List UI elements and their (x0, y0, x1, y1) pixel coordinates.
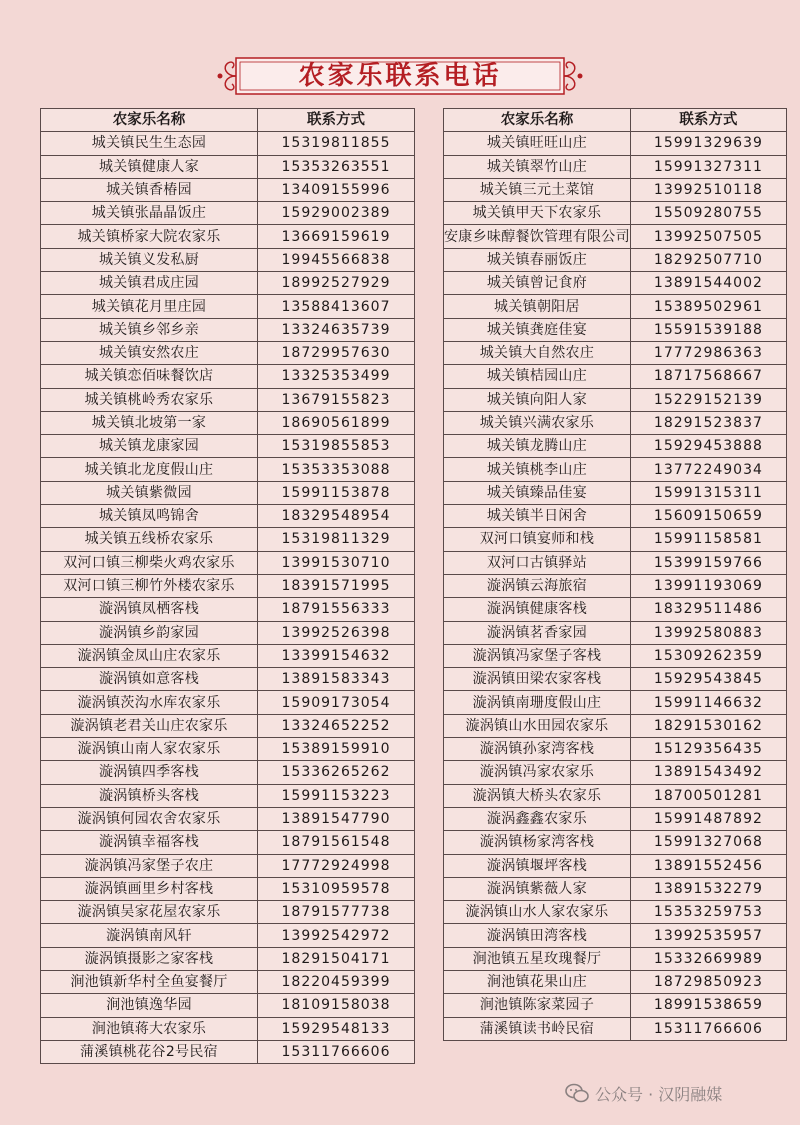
cell-phone: 15311766606 (630, 1017, 786, 1040)
cell-name: 城关镇三元土菜馆 (444, 178, 631, 201)
cell-phone: 15399159766 (630, 551, 786, 574)
cell-name: 城关镇龚庭佳宴 (444, 318, 631, 341)
cell-phone: 13992542972 (258, 924, 415, 947)
table-row (444, 574, 787, 597)
table-row (444, 155, 787, 178)
cell-phone: 15991315311 (630, 481, 786, 504)
cell-phone: 15319855853 (258, 435, 415, 458)
table-row (444, 178, 787, 201)
cell-name: 城关镇桔园山庄 (444, 365, 631, 388)
table-row (444, 341, 787, 364)
contacts-table-right (443, 108, 787, 1041)
cell-name: 城关镇桃李山庄 (444, 458, 631, 481)
cell-phone: 13891543492 (630, 761, 786, 784)
table-row (41, 877, 415, 900)
cell-name: 城关镇春丽饭庄 (444, 248, 631, 271)
cell-phone: 18291523837 (630, 411, 786, 434)
table-row (444, 854, 787, 877)
cell-name: 城关镇翠竹山庄 (444, 155, 631, 178)
cell-phone: 18291530162 (630, 714, 786, 737)
table-row (41, 831, 415, 854)
cell-name: 城关镇北龙度假山庄 (41, 458, 258, 481)
cell-phone: 15229152139 (630, 388, 786, 411)
cell-name: 蒲溪镇桃花谷2号民宿 (41, 1040, 258, 1063)
table-row (444, 784, 787, 807)
cell-name: 漩涡镇健康客栈 (444, 598, 631, 621)
cell-name: 城关镇民生生态园 (41, 132, 258, 155)
cell-phone: 13891532279 (630, 877, 786, 900)
table-row (41, 1017, 415, 1040)
cell-name: 城关镇紫微园 (41, 481, 258, 504)
cell-phone: 19945566838 (258, 248, 415, 271)
cell-phone: 13992510118 (630, 178, 786, 201)
table-row (444, 738, 787, 761)
cell-phone: 18391571995 (258, 574, 415, 597)
cell-name: 涧池镇陈家菜园子 (444, 994, 631, 1017)
cell-name: 城关镇甲天下农家乐 (444, 202, 631, 225)
cell-phone: 13991193069 (630, 574, 786, 597)
cell-name: 漩涡镇画里乡村客栈 (41, 877, 258, 900)
table-row (41, 132, 415, 155)
cell-phone: 17772986363 (630, 341, 786, 364)
cell-phone: 15336265262 (258, 761, 415, 784)
cell-name: 双河口镇三柳竹外楼农家乐 (41, 574, 258, 597)
table-row (444, 668, 787, 691)
cell-name: 涧池镇蒋大农家乐 (41, 1017, 258, 1040)
table-row (444, 598, 787, 621)
table-row (444, 994, 787, 1017)
cell-name: 城关镇君成庄园 (41, 272, 258, 295)
cell-name: 城关镇朝阳居 (444, 295, 631, 318)
cell-phone: 18729850923 (630, 970, 786, 993)
table-row (41, 341, 415, 364)
table-row (444, 272, 787, 295)
contacts-table-left (40, 108, 415, 1064)
cell-phone: 13992526398 (258, 621, 415, 644)
cell-name: 城关镇张晶晶饭庄 (41, 202, 258, 225)
table-row (41, 178, 415, 201)
table-row (444, 528, 787, 551)
cell-name: 漩涡镇山水人家农家乐 (444, 901, 631, 924)
table-row (41, 574, 415, 597)
cell-name: 城关镇臻品佳宴 (444, 481, 631, 504)
table-row (41, 994, 415, 1017)
cell-phone: 13992535957 (630, 924, 786, 947)
cell-phone: 18791577738 (258, 901, 415, 924)
cell-phone: 18992527929 (258, 272, 415, 295)
table-row (41, 318, 415, 341)
cell-phone: 15929002389 (258, 202, 415, 225)
cell-phone: 18109158038 (258, 994, 415, 1017)
table-row (41, 807, 415, 830)
cell-name: 城关镇凤鸣锦舍 (41, 505, 258, 528)
cell-name: 漩涡镇田梁农家客栈 (444, 668, 631, 691)
table-header-row (41, 109, 415, 132)
cell-name: 安康乡味醇餐饮管理有限公司 (444, 225, 631, 248)
cell-phone: 15319811329 (258, 528, 415, 551)
cell-name: 城关镇半日闲舍 (444, 505, 631, 528)
table-header-row (444, 109, 787, 132)
cell-phone: 13679155823 (258, 388, 415, 411)
cell-name: 城关镇桃岭秀农家乐 (41, 388, 258, 411)
table-row (41, 691, 415, 714)
cell-phone: 15353353088 (258, 458, 415, 481)
table-row (41, 668, 415, 691)
cell-phone: 15929543845 (630, 668, 786, 691)
table-row (444, 761, 787, 784)
cell-name: 涧池镇花果山庄 (444, 970, 631, 993)
cell-phone: 15991327311 (630, 155, 786, 178)
table-row (444, 295, 787, 318)
wechat-icon (565, 1083, 589, 1103)
table-row (444, 435, 787, 458)
cell-phone: 13992580883 (630, 621, 786, 644)
cell-phone: 15991146632 (630, 691, 786, 714)
table-row (41, 854, 415, 877)
cell-phone: 15389159910 (258, 738, 415, 761)
cell-phone: 13409155996 (258, 178, 415, 201)
cell-name: 漩涡镇幸福客栈 (41, 831, 258, 854)
table-row (41, 598, 415, 621)
cell-phone: 15591539188 (630, 318, 786, 341)
watermark-text: 公众号 · 汉阴融媒 (595, 1084, 723, 1104)
table-row (41, 924, 415, 947)
cell-phone: 15389502961 (630, 295, 786, 318)
column-header-name: 农家乐名称 (41, 109, 258, 132)
cell-name: 城关镇大自然农庄 (444, 341, 631, 364)
cell-phone: 15909173054 (258, 691, 415, 714)
cell-phone: 13891583343 (258, 668, 415, 691)
cell-name: 城关镇花月里庄园 (41, 295, 258, 318)
cell-phone: 13669159619 (258, 225, 415, 248)
table-body-right (444, 132, 787, 1041)
cell-name: 涧池镇逸华园 (41, 994, 258, 1017)
cell-name: 城关镇龙康家园 (41, 435, 258, 458)
cell-phone: 15991329639 (630, 132, 786, 155)
table-row (444, 831, 787, 854)
column-header-phone: 联系方式 (258, 109, 415, 132)
cell-name: 漩涡镇田湾客栈 (444, 924, 631, 947)
table-row (444, 807, 787, 830)
table-row (41, 155, 415, 178)
cell-name: 城关镇五线桥农家乐 (41, 528, 258, 551)
column-header-phone: 联系方式 (630, 109, 786, 132)
cell-name: 城关镇义发私厨 (41, 248, 258, 271)
cell-name: 漩涡镇南风轩 (41, 924, 258, 947)
cell-name: 漩涡镇桥头客栈 (41, 784, 258, 807)
cell-name: 蒲溪镇读书岭民宿 (444, 1017, 631, 1040)
table-row (41, 435, 415, 458)
cell-phone: 15991327068 (630, 831, 786, 854)
cell-name: 城关镇恋佰味餐饮店 (41, 365, 258, 388)
cell-name: 漩涡镇杨家湾客栈 (444, 831, 631, 854)
cell-phone: 15991487892 (630, 807, 786, 830)
cell-phone: 15319811855 (258, 132, 415, 155)
cell-name: 双河口镇宴师和栈 (444, 528, 631, 551)
cell-phone: 18700501281 (630, 784, 786, 807)
table-row (444, 691, 787, 714)
table-row (41, 784, 415, 807)
table-row (41, 388, 415, 411)
table-row (444, 877, 787, 900)
cell-name: 漩涡镇四季客栈 (41, 761, 258, 784)
cell-phone: 18690561899 (258, 411, 415, 434)
table-row (41, 621, 415, 644)
cell-phone: 18717568667 (630, 365, 786, 388)
title-banner (214, 55, 586, 97)
cell-name: 漩涡镇凤栖客栈 (41, 598, 258, 621)
column-header-name: 农家乐名称 (444, 109, 631, 132)
cell-phone: 15309262359 (630, 644, 786, 667)
table-row (444, 318, 787, 341)
table-row (41, 202, 415, 225)
table-row (41, 970, 415, 993)
cell-phone: 15929453888 (630, 435, 786, 458)
table-row (444, 481, 787, 504)
cell-phone: 13992507505 (630, 225, 786, 248)
cell-phone: 18329511486 (630, 598, 786, 621)
cell-phone: 18791561548 (258, 831, 415, 854)
cell-name: 漩涡镇山水田园农家乐 (444, 714, 631, 737)
table-row (444, 365, 787, 388)
table-row (41, 901, 415, 924)
table-row (41, 714, 415, 737)
cell-phone: 18291504171 (258, 947, 415, 970)
cell-phone: 13891547790 (258, 807, 415, 830)
cell-phone: 13588413607 (258, 295, 415, 318)
table-row (444, 388, 787, 411)
cell-name: 城关镇旺旺山庄 (444, 132, 631, 155)
cell-phone: 18791556333 (258, 598, 415, 621)
cell-name: 漩涡镇紫薇人家 (444, 877, 631, 900)
cell-name: 漩涡镇茗香家园 (444, 621, 631, 644)
table-row (41, 644, 415, 667)
table-row (444, 411, 787, 434)
cell-name: 漩涡镇何园农舍农家乐 (41, 807, 258, 830)
cell-phone: 13324635739 (258, 318, 415, 341)
table-row (41, 528, 415, 551)
table-row (41, 505, 415, 528)
table-row (444, 621, 787, 644)
cell-name: 漩涡镇乡韵家园 (41, 621, 258, 644)
table-row (444, 248, 787, 271)
cell-phone: 15311766606 (258, 1040, 415, 1063)
table-row (41, 365, 415, 388)
cell-name: 漩涡镇大桥头农家乐 (444, 784, 631, 807)
table-row (444, 132, 787, 155)
cell-name: 城关镇安然农庄 (41, 341, 258, 364)
cell-name: 漩涡镇吴家花屋农家乐 (41, 901, 258, 924)
cell-name: 漩涡镇摄影之家客栈 (41, 947, 258, 970)
table-row (444, 458, 787, 481)
table-row (41, 738, 415, 761)
cell-name: 双河口古镇驿站 (444, 551, 631, 574)
cell-phone: 15509280755 (630, 202, 786, 225)
cell-phone: 17772924998 (258, 854, 415, 877)
cell-name: 漩涡镇孙家湾客栈 (444, 738, 631, 761)
cell-name: 漩涡镇山南人家农家乐 (41, 738, 258, 761)
cell-name: 涧池镇新华村全鱼宴餐厅 (41, 970, 258, 993)
cell-name: 城关镇向阳人家 (444, 388, 631, 411)
cell-phone: 13772249034 (630, 458, 786, 481)
cell-name: 涧池镇五星玫瑰餐厅 (444, 947, 631, 970)
watermark (565, 1080, 722, 1106)
cell-name: 漩涡镇堰坪客栈 (444, 854, 631, 877)
table-row (41, 947, 415, 970)
cell-phone: 15129356435 (630, 738, 786, 761)
cell-name: 双河口镇三柳柴火鸡农家乐 (41, 551, 258, 574)
cell-name: 城关镇健康人家 (41, 155, 258, 178)
cell-name: 城关镇香椿园 (41, 178, 258, 201)
cell-name: 漩涡镇南珊度假山庄 (444, 691, 631, 714)
table-row (41, 272, 415, 295)
cell-phone: 13891552456 (630, 854, 786, 877)
cell-name: 漩涡镇老君关山庄农家乐 (41, 714, 258, 737)
cell-phone: 15929548133 (258, 1017, 415, 1040)
cell-name: 城关镇乡邻乡亲 (41, 318, 258, 341)
cell-phone: 13324652252 (258, 714, 415, 737)
page-title: 农家乐联系电话 (298, 61, 502, 91)
cell-name: 城关镇曾记食府 (444, 272, 631, 295)
cell-phone: 18329548954 (258, 505, 415, 528)
cell-name: 城关镇兴满农家乐 (444, 411, 631, 434)
table-row (41, 481, 415, 504)
table-row (41, 225, 415, 248)
cell-phone: 18991538659 (630, 994, 786, 1017)
cell-phone: 15353263551 (258, 155, 415, 178)
cell-name: 漩涡镇冯家堡子客栈 (444, 644, 631, 667)
table-row (444, 970, 787, 993)
cell-phone: 15353259753 (630, 901, 786, 924)
cell-name: 漩涡镇冯家堡子农庄 (41, 854, 258, 877)
table-row (41, 458, 415, 481)
table-body-left (41, 132, 415, 1064)
table-row (444, 901, 787, 924)
cell-name: 漩涡镇茨沟水库农家乐 (41, 691, 258, 714)
cell-name: 漩涡镇云海旅宿 (444, 574, 631, 597)
cell-name: 漩涡镇金凤山庄农家乐 (41, 644, 258, 667)
table-row (41, 761, 415, 784)
cell-phone: 13399154632 (258, 644, 415, 667)
table-row (444, 644, 787, 667)
cell-phone: 13991530710 (258, 551, 415, 574)
table-row (444, 505, 787, 528)
table-row (41, 295, 415, 318)
cell-phone: 15991158581 (630, 528, 786, 551)
table-row (41, 551, 415, 574)
table-row (444, 714, 787, 737)
table-row (444, 202, 787, 225)
cell-name: 漩涡镇冯家农家乐 (444, 761, 631, 784)
table-row (41, 248, 415, 271)
table-row (41, 411, 415, 434)
cell-name: 漩涡镇如意客栈 (41, 668, 258, 691)
cell-phone: 18292507710 (630, 248, 786, 271)
table-row (41, 1040, 415, 1063)
cell-phone: 18729957630 (258, 341, 415, 364)
cell-phone: 15310959578 (258, 877, 415, 900)
cell-phone: 13325353499 (258, 365, 415, 388)
table-row (444, 947, 787, 970)
cell-name: 城关镇桥家大院农家乐 (41, 225, 258, 248)
cell-name: 城关镇北坡第一家 (41, 411, 258, 434)
cell-name: 漩涡鑫鑫农家乐 (444, 807, 631, 830)
cell-phone: 15332669989 (630, 947, 786, 970)
table-row (444, 225, 787, 248)
cell-phone: 18220459399 (258, 970, 415, 993)
table-row (444, 1017, 787, 1040)
cell-name: 城关镇龙腾山庄 (444, 435, 631, 458)
cell-phone: 13891544002 (630, 272, 786, 295)
table-row (444, 551, 787, 574)
table-row (444, 924, 787, 947)
cell-phone: 15609150659 (630, 505, 786, 528)
cell-phone: 15991153223 (258, 784, 415, 807)
cell-phone: 15991153878 (258, 481, 415, 504)
